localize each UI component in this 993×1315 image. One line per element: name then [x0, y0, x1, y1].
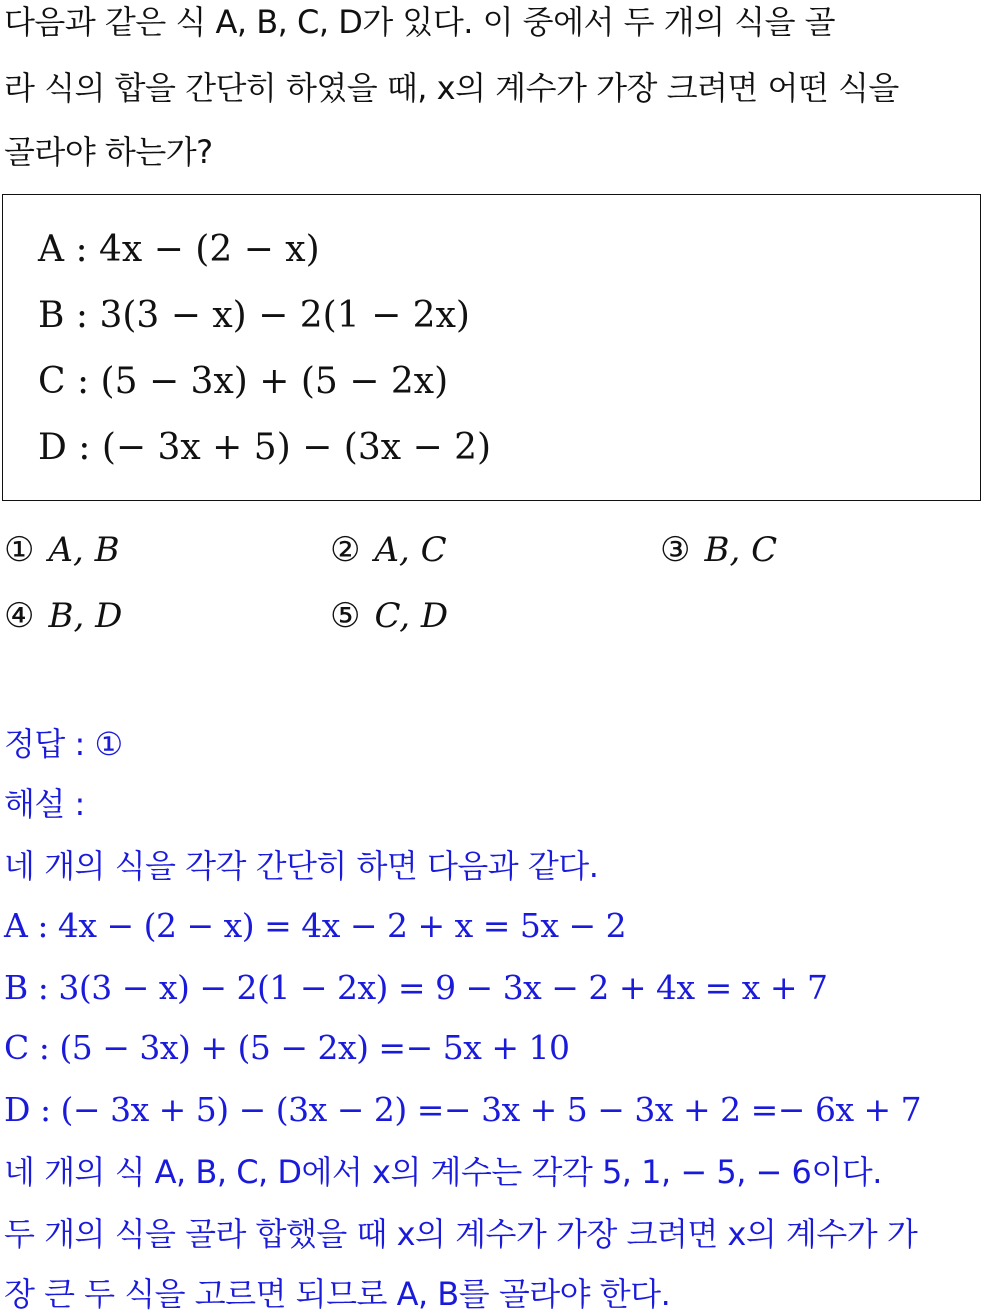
- explanation-label: 해설 :: [4, 785, 85, 823]
- choice-2-text: A, C: [374, 530, 447, 570]
- expression-a: A : 4x − (2 − x): [38, 229, 320, 270]
- solution-c: C : (5 − 3x) + (5 − 2x) =− 5x + 10: [4, 1028, 570, 1067]
- choice-1-text: A, B: [48, 530, 120, 570]
- choice-4-number: ④: [4, 596, 35, 636]
- solution-d: D : (− 3x + 5) − (3x − 2) =− 3x + 5 − 3x + 2 =− 6x + 7: [4, 1090, 922, 1129]
- choice-5[interactable]: [330, 594, 448, 638]
- choice-3-text: B, C: [704, 530, 778, 570]
- solution-a: A : 4x − (2 − x) = 4x − 2 + x = 5x − 2: [4, 906, 627, 945]
- conclusion-line-1: 두 개의 식을 골라 합했을 때 x의 계수가 가장 크려면 x의 계수가 가: [4, 1215, 918, 1253]
- expression-d: D : (− 3x + 5) − (3x − 2): [38, 427, 492, 468]
- choice-1-number: ①: [4, 530, 35, 570]
- choice-2-number: ②: [330, 530, 361, 570]
- choice-3[interactable]: [660, 528, 777, 572]
- explanation-intro: 네 개의 식을 각각 간단히 하면 다음과 같다.: [4, 847, 599, 885]
- expression-b: B : 3(3 − x) − 2(1 − 2x): [38, 295, 470, 336]
- question-line-2: 라 식의 합을 간단히 하였을 때, x의 계수가 가장 크려면 어떤 식을: [4, 69, 899, 107]
- choice-1[interactable]: [4, 528, 120, 572]
- choice-4[interactable]: [4, 594, 122, 638]
- choice-5-number: ⑤: [330, 596, 361, 636]
- expression-c: C : (5 − 3x) + (5 − 2x): [38, 361, 449, 402]
- question-line-1: 다음과 같은 식 A, B, C, D가 있다. 이 중에서 두 개의 식을 골: [4, 3, 836, 41]
- choice-5-text: C, D: [374, 596, 449, 636]
- choice-2[interactable]: [330, 528, 447, 572]
- question-line-3: 골라야 하는가?: [4, 133, 213, 171]
- solution-b: B : 3(3 − x) − 2(1 − 2x) = 9 − 3x − 2 + 4x = x + 7: [4, 968, 828, 1007]
- choice-3-number: ③: [660, 530, 691, 570]
- coefficient-summary: 네 개의 식 A, B, C, D에서 x의 계수는 각각 5, 1, − 5, − 6이다.: [4, 1153, 882, 1191]
- conclusion-line-2: 장 큰 두 식을 고르면 되므로 A, B를 골라야 한다.: [4, 1275, 671, 1313]
- choice-4-text: B, D: [48, 596, 123, 636]
- answer-label: 정답 : ①: [4, 725, 123, 763]
